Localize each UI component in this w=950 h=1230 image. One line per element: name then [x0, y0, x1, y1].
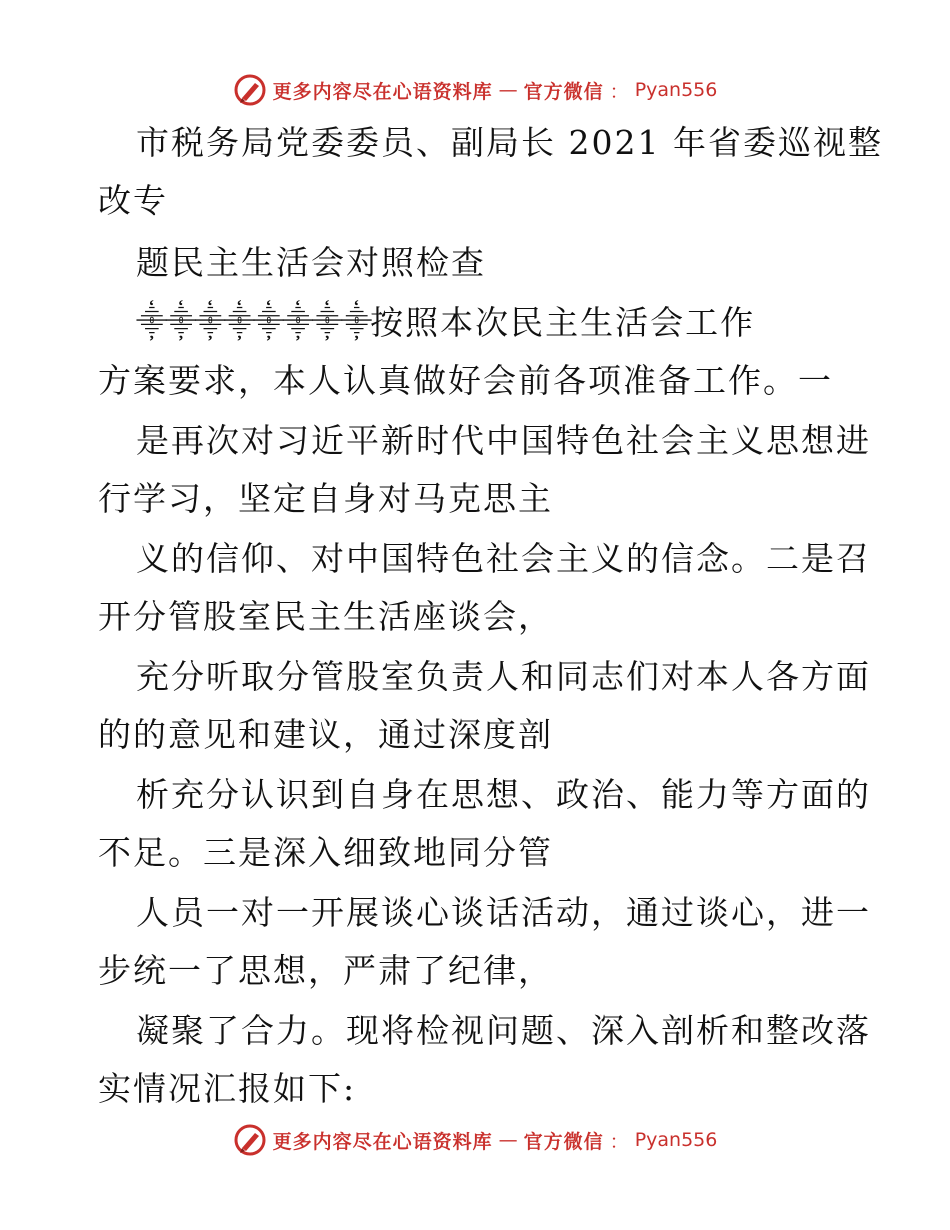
document-line: 义的信仰、对中国特色社会主义的信念。二是召: [136, 539, 871, 578]
watermark-id: Pyan556: [634, 1129, 718, 1151]
document-line-with-ornaments: [136, 298, 755, 348]
document-line: 凝聚了合力。现将检视问题、深入剖析和整改落: [136, 1011, 871, 1050]
watermark-dash: —: [498, 1129, 518, 1151]
watermark-banner-top: [0, 70, 950, 110]
document-line: 改专: [98, 181, 168, 220]
document-line: 是再次对习近平新时代中国特色社会主义思想进: [136, 421, 871, 460]
document-line: 题民主生活会对照检查: [136, 243, 486, 282]
document-line: 不足。三是深入细致地同分管: [98, 833, 553, 872]
pen-logo-icon: [233, 1123, 267, 1157]
watermark-text: 更多内容尽在心语资料库: [272, 80, 493, 103]
watermark-official: 官方微信: [523, 80, 604, 103]
document-line: 实情况汇报如下:: [98, 1069, 357, 1108]
document-line: 的的意见和建议，通过深度剖: [98, 715, 553, 754]
document-line-text: 按照本次民主生活会工作: [370, 303, 756, 342]
document-line: 开分管股室民主生活座谈会，: [98, 597, 553, 636]
document-line: 析充分认识到自身在思想、政治、能力等方面的: [136, 775, 871, 814]
watermark-banner-bottom: [0, 1120, 950, 1160]
watermark-separator: ：: [609, 80, 629, 103]
document-line: 人员一对一开展谈心谈话活动，通过谈心，进一: [136, 893, 871, 932]
ornament-decoration: ⸎⸎⸎⸎⸎⸎⸎⸎: [136, 305, 371, 340]
watermark-dash: —: [498, 79, 518, 101]
document-line: 行学习，坚定自身对马克思主: [98, 479, 553, 518]
watermark-official: 官方微信: [523, 1130, 604, 1153]
document-line: 步统一了思想，严肃了纪律，: [98, 951, 553, 990]
watermark-text: 更多内容尽在心语资料库: [272, 1130, 493, 1153]
watermark-separator: ：: [609, 1130, 629, 1153]
document-line: 市税务局党委委员、副局长 2021 年省委巡视整: [136, 123, 883, 162]
watermark-id: Pyan556: [634, 79, 718, 101]
pen-logo-icon: [233, 73, 267, 107]
document-line: 充分听取分管股室负责人和同志们对本人各方面: [136, 657, 871, 696]
document-line: 方案要求，本人认真做好会前各项准备工作。一: [98, 361, 833, 400]
